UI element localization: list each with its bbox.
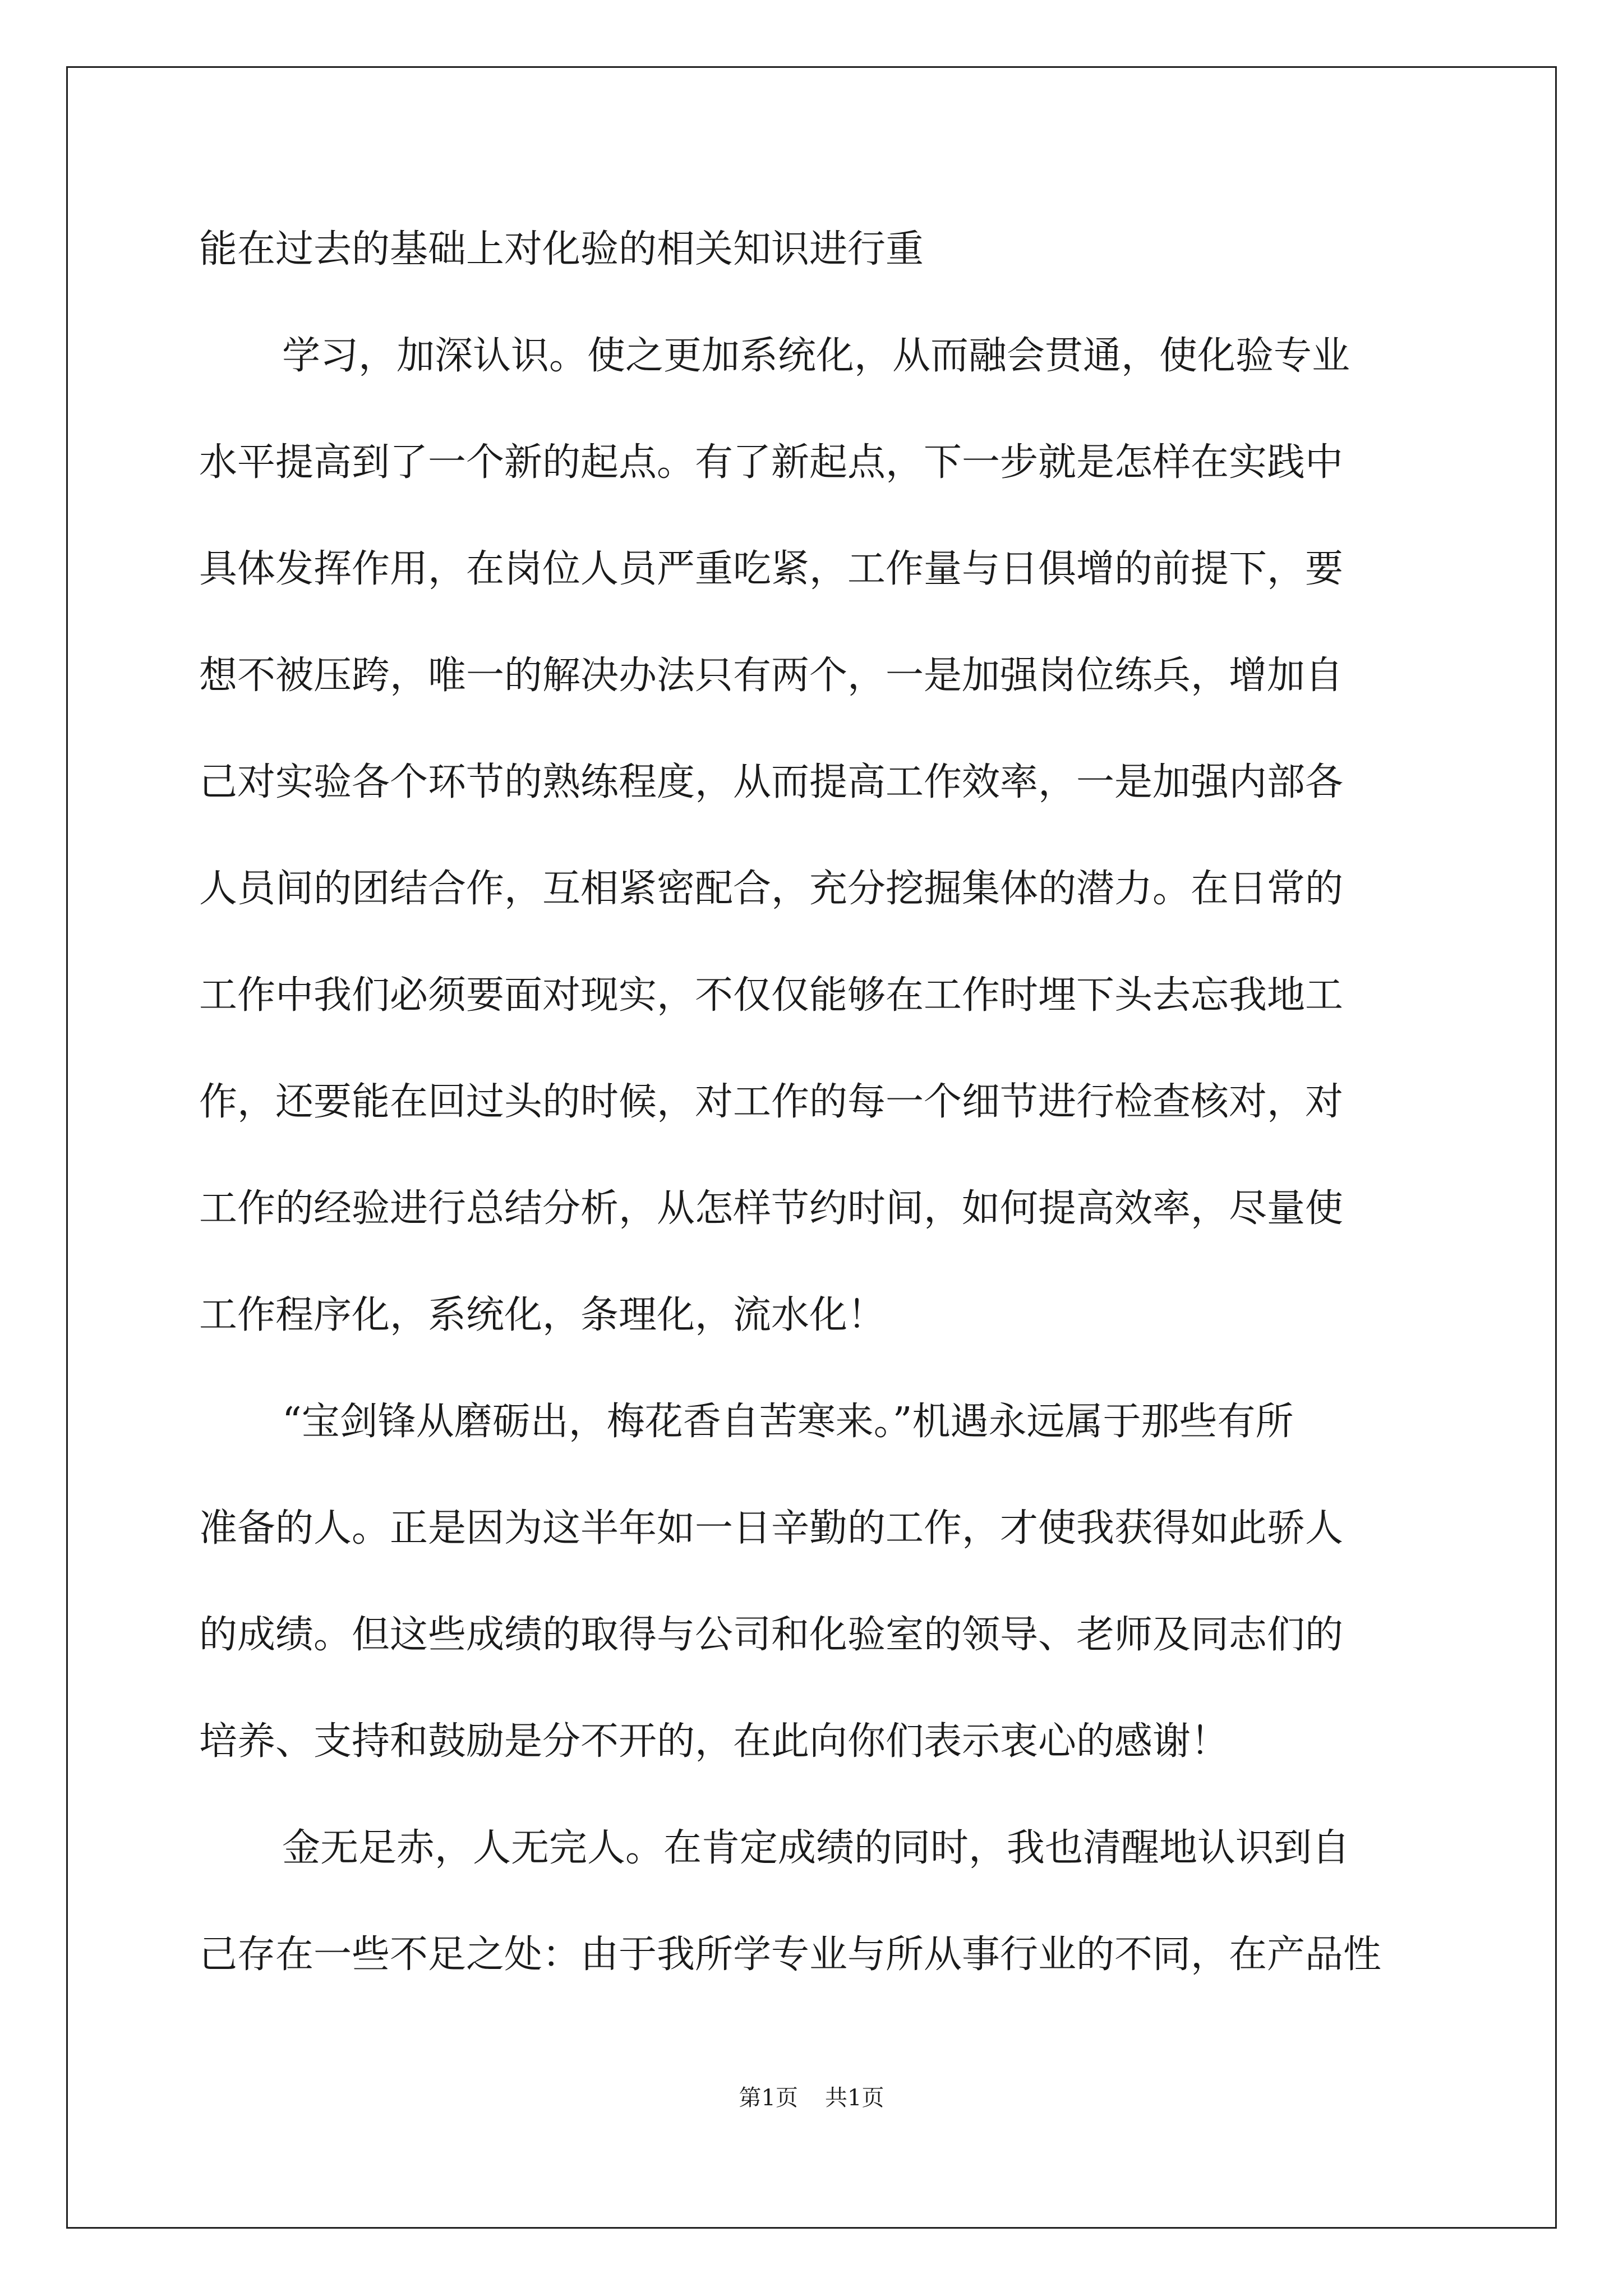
text-line: 己对实验各个环节的熟练程度，从而提高工作效率，一是加强内部各 bbox=[199, 760, 1344, 804]
text-line: 作，还要能在回过头的时候，对工作的每一个细节进行检查核对，对 bbox=[199, 1080, 1344, 1124]
text-line: 工作的经验进行总结分析，从怎样节约时间，如何提高效率，尽量使 bbox=[199, 1186, 1344, 1231]
text-line: 学习，加深认识。使之更加系统化，从而融会贯通，使化验专业 bbox=[282, 334, 1350, 378]
text-line: 准备的人。正是因为这半年如一日辛勤的工作，才使我获得如此骄人 bbox=[199, 1506, 1344, 1550]
text-line: 想不被压跨，唯一的解决办法只有两个，一是加强岗位练兵，增加自 bbox=[199, 654, 1344, 698]
text-line: 培养、支持和鼓励是分不开的，在此向你们表示衷心的感谢！ bbox=[199, 1719, 1229, 1764]
text-line: 能在过去的基础上对化验的相关知识进行重 bbox=[199, 227, 924, 272]
text-line: “宝剑锋从磨砺出，梅花香自苦寒来。”机遇永远属于那些有所 bbox=[282, 1400, 1294, 1444]
text-line: 人员间的团结合作，互相紧密配合，充分挖掘集体的潜力。在日常的 bbox=[199, 867, 1344, 911]
text-line: 己存在一些不足之处：由于我所学专业与所从事行业的不同，在产品性 bbox=[199, 1932, 1382, 1977]
text-line: 的成绩。但这些成绩的取得与公司和化验室的领导、老师及同志们的 bbox=[199, 1613, 1344, 1657]
page-border bbox=[66, 66, 1557, 2229]
text-line: 水平提高到了一个新的起点。有了新起点，下一步就是怎样在实践中 bbox=[199, 440, 1344, 485]
page-total: 共1页 bbox=[825, 2085, 884, 2111]
text-line: 工作程序化，系统化，条理化，流水化！ bbox=[199, 1293, 886, 1337]
text-line: 金无足赤，人无完人。在肯定成绩的同时，我也清醒地认识到自 bbox=[282, 1826, 1350, 1870]
text-line: 具体发挥作用，在岗位人员严重吃紧，工作量与日俱增的前提下，要 bbox=[199, 547, 1344, 591]
page-number: 第1页 bbox=[739, 2085, 798, 2111]
page-footer bbox=[0, 2081, 1623, 2115]
text-line: 工作中我们必须要面对现实，不仅仅能够在工作时埋下头去忘我地工 bbox=[199, 973, 1344, 1018]
